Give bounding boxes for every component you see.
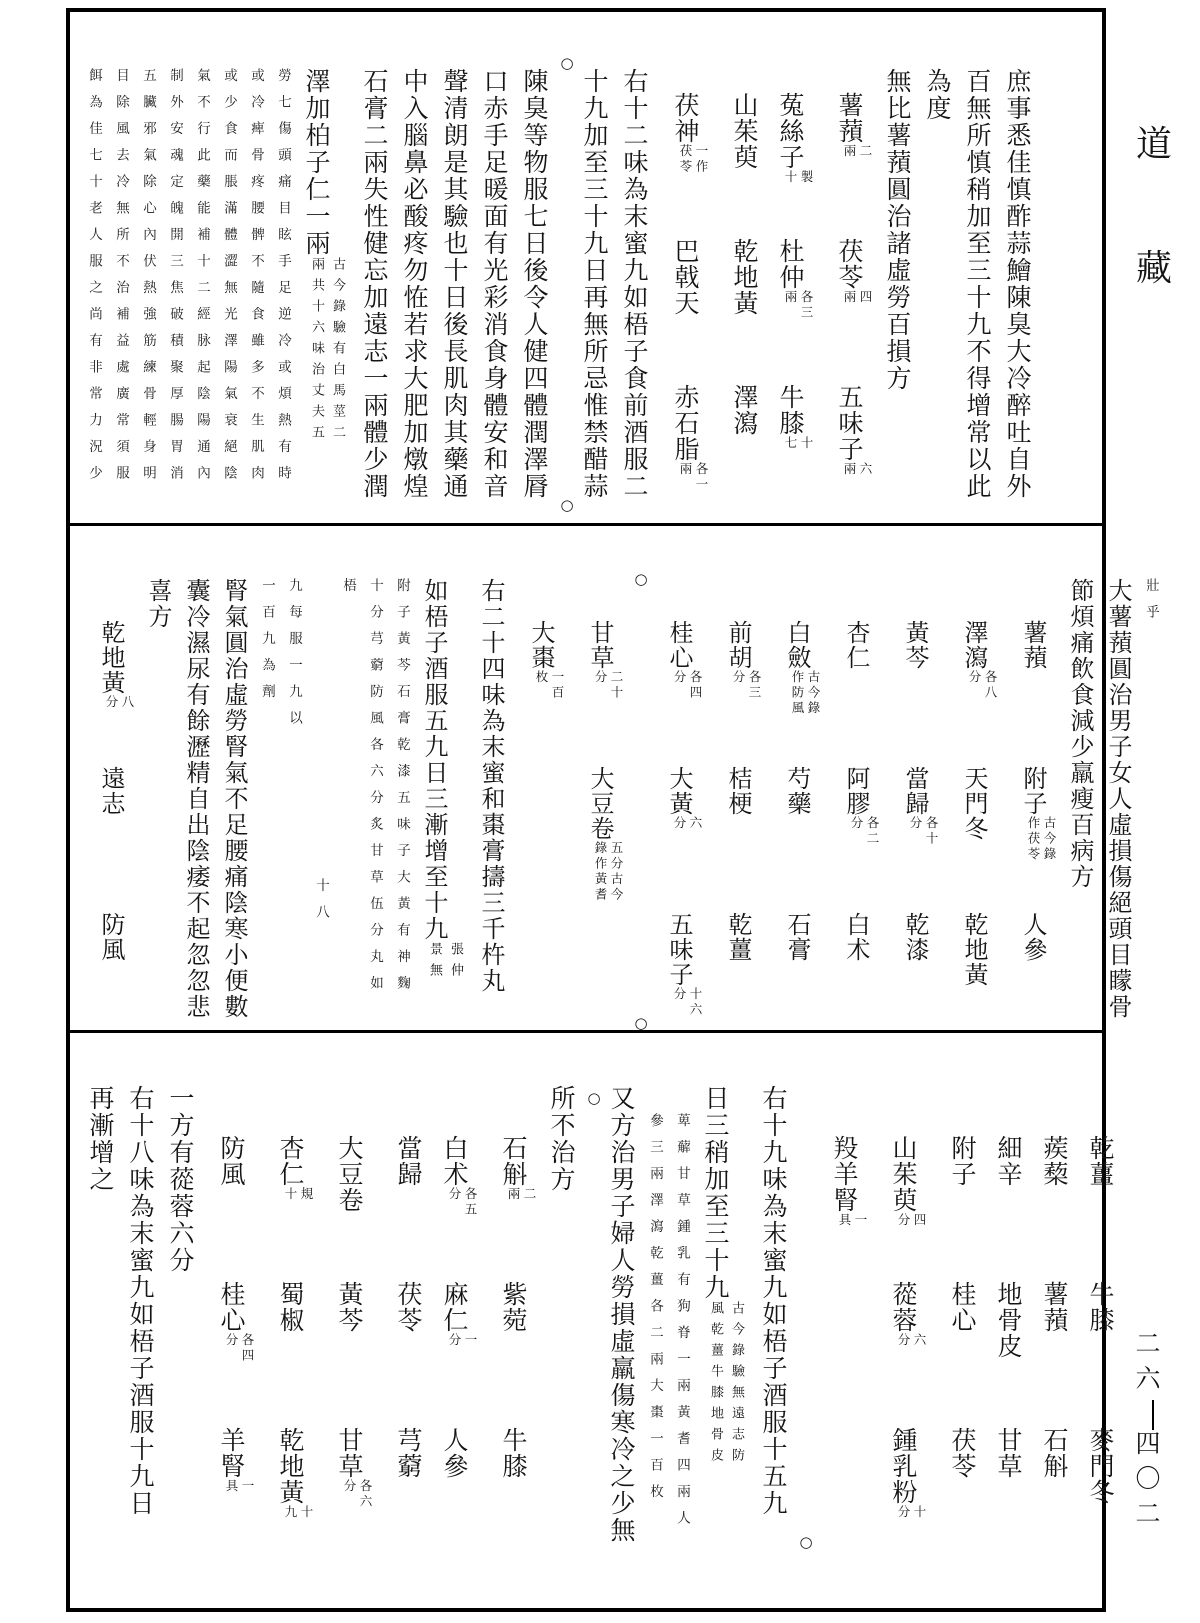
- drug-name: 大棗: [527, 620, 555, 670]
- commentary-column: 萆薢甘草鍾乳有狗脊一兩黃耆四兩人: [674, 1113, 690, 1537]
- drug-slot: [993, 1135, 1023, 1281]
- column-text: 腎氣圓治虛勞腎氣不足腰痛陰寒小便數: [220, 578, 248, 1020]
- text-column: [1061, 578, 1099, 1022]
- drug-slot: [900, 766, 943, 912]
- column-text: 十九加至三十九日再無所忌惟禁醋蒜: [580, 68, 609, 500]
- drug-name: 紫菀: [499, 1281, 528, 1333]
- section-separator-mark: ○: [632, 1014, 650, 1032]
- drug-slot: [585, 766, 628, 905]
- drug-name: 牛膝: [499, 1427, 528, 1479]
- drug-name: 巴戟天: [671, 238, 700, 316]
- drug-name: 甘草: [586, 620, 614, 670]
- drug-name: 杏仁: [276, 1135, 305, 1187]
- drug-name: 甘草: [994, 1427, 1023, 1479]
- drug-name: 山茱萸: [730, 92, 759, 170]
- text-column: [474, 68, 514, 513]
- drug-slot: [1018, 766, 1061, 912]
- drug-amount: 各二分: [849, 816, 880, 847]
- drug-column: [585, 578, 628, 1022]
- drug-name: 白术: [440, 1135, 469, 1187]
- drug-slot: [888, 1427, 931, 1521]
- drug-slot: [670, 238, 700, 384]
- drug-slot: [723, 912, 753, 962]
- text-column: [541, 1085, 581, 1594]
- drug-name: 當歸: [394, 1135, 423, 1187]
- drug-amount: 規十: [283, 1187, 314, 1203]
- text-column: [574, 68, 614, 513]
- column-annotation: 古今錄驗無遠志防風乾薑牛膝地骨皮: [708, 1301, 744, 1469]
- column-text: 如梧子酒服五九日三漸增至十九: [420, 578, 448, 942]
- drug-amount: 各四分: [224, 1333, 255, 1364]
- drug-column: [888, 1085, 931, 1594]
- drug-name: 甘草: [335, 1427, 364, 1479]
- commentary-column: 氣不行此藥能補十二經脉起陰陽通內: [194, 68, 210, 492]
- commentary-column: 十八: [313, 878, 329, 931]
- section-separator-mark: ○: [558, 54, 576, 72]
- text-column: [80, 1085, 120, 1594]
- text-column: [160, 1085, 200, 1594]
- text-column: [917, 68, 957, 513]
- drug-column: [947, 1085, 977, 1594]
- drug-name: 桔梗: [724, 766, 752, 816]
- text-column: [472, 578, 510, 1022]
- drug-slot: [900, 912, 930, 962]
- drug-name: 杏仁: [842, 620, 870, 670]
- drug-slot: [526, 620, 569, 702]
- drug-name: 蜀椒: [276, 1281, 305, 1333]
- drug-amount: 一百枚: [534, 670, 565, 701]
- section-3: [70, 1030, 1115, 1602]
- drug-column: [216, 1085, 259, 1594]
- drug-slot: [1085, 1427, 1115, 1505]
- drug-slot: [993, 1281, 1023, 1427]
- drug-amount: 一分: [447, 1333, 478, 1349]
- separator-column: [581, 1085, 601, 1594]
- drug-amount: 六兩: [842, 462, 873, 478]
- drug-slot: [993, 1427, 1023, 1479]
- drug-slot: [775, 384, 818, 452]
- drug-name: 白术: [842, 912, 870, 962]
- drug-name: 牛膝: [776, 384, 805, 436]
- drug-column: [729, 68, 759, 513]
- canon-label-zang: 藏: [1135, 248, 1172, 289]
- drug-column: [829, 1085, 872, 1594]
- drug-column: [664, 578, 707, 1022]
- section-separator-mark: ○: [632, 570, 650, 588]
- drug-slot: [723, 620, 766, 766]
- drug-name: 桂心: [948, 1281, 977, 1333]
- drug-slot: [216, 1427, 259, 1495]
- section-1-columns: [70, 12, 1105, 523]
- page-number-divider: [1152, 1400, 1154, 1430]
- drug-slot: [1039, 1427, 1069, 1479]
- drug-name: 大豆卷: [335, 1135, 364, 1213]
- page-number: [1128, 1330, 1164, 1590]
- column-text: 澤加柏子仁一兩: [302, 68, 331, 257]
- drug-name: 阿膠: [842, 766, 870, 816]
- drug-name: 石斛: [499, 1135, 528, 1187]
- column-text: 囊冷濕尿有餘瀝精自出陰痿不起忽忽悲: [182, 578, 210, 1020]
- drug-amount: 一具: [837, 1213, 868, 1229]
- column-text: 節煩痛飲食減少羸瘦百病方: [1066, 578, 1094, 890]
- column-text: 為度: [923, 68, 952, 122]
- drug-amount: 各三分: [731, 670, 762, 701]
- drug-slot: [1018, 620, 1048, 766]
- drug-slot: [841, 912, 871, 962]
- drug-column: [393, 1085, 423, 1594]
- drug-slot: [439, 1135, 482, 1281]
- commentary-column: 目除風去冷無所不治補益處廣常須服: [113, 68, 129, 492]
- drug-slot: [834, 238, 877, 384]
- drug-name: 乾地黃: [730, 238, 759, 316]
- drug-name: 澤瀉: [960, 620, 988, 670]
- drug-amount: 二兩: [506, 1187, 537, 1203]
- commentary-column: 勞七傷頭痛目眩手足逆冷或煩熱有時: [275, 68, 291, 492]
- drug-slot: [775, 92, 818, 238]
- drug-column: [526, 578, 569, 1022]
- drug-name: 羊腎: [217, 1427, 246, 1479]
- drug-slot: [1039, 1281, 1069, 1427]
- drug-slot: [96, 912, 126, 962]
- drug-slot: [723, 766, 753, 912]
- drug-slot: [775, 238, 818, 384]
- drug-slot: [670, 384, 713, 494]
- drug-slot: [888, 1281, 931, 1427]
- drug-name: 麻仁: [440, 1281, 469, 1333]
- drug-amount: 十分: [896, 1505, 927, 1521]
- section-separator-mark: ○: [797, 1533, 815, 1551]
- drug-name: 蓯蓉: [889, 1281, 918, 1333]
- drug-slot: [664, 912, 707, 1019]
- drug-amount: 二十分: [593, 670, 624, 701]
- drug-name: 蒺蔾: [1040, 1135, 1069, 1187]
- drug-slot: [834, 92, 877, 238]
- column-text: 陳臭等物服七日後令人健四體潤澤脣: [520, 68, 549, 500]
- drug-amount: 八分: [104, 695, 135, 711]
- drug-amount: 五分古今錄作黃耆: [593, 841, 624, 903]
- drug-amount: 二兩: [842, 144, 873, 160]
- commentary-column: 壯乎: [1143, 578, 1159, 631]
- drug-name: 芍藥: [783, 766, 811, 816]
- drug-slot: [1039, 1135, 1069, 1281]
- drug-amount: 古今錄作茯苓: [1026, 816, 1057, 863]
- drug-name: 五味子: [835, 384, 864, 462]
- drug-slot: [947, 1281, 977, 1427]
- drug-slot: [498, 1427, 528, 1479]
- text-column: [120, 1085, 160, 1594]
- drug-name: 羖羊腎: [830, 1135, 859, 1213]
- drug-name: 茯神: [671, 92, 700, 144]
- column-text: 石膏二兩失性健忘加遠志一兩體少潤: [360, 68, 389, 500]
- drug-slot: [959, 766, 989, 912]
- drug-amount: 古今錄作防風: [790, 670, 821, 717]
- drug-name: 大黃: [665, 766, 693, 816]
- drug-column: [723, 578, 766, 1022]
- drug-name: 澤瀉: [730, 384, 759, 436]
- drug-name: 大豆卷: [586, 766, 614, 841]
- column-annotation: 古今錄驗有白馬莖二兩共十六味治丈夫五: [309, 257, 345, 446]
- drug-slot: [947, 1135, 977, 1281]
- drug-amount: 各八分: [967, 670, 998, 701]
- commentary-column: 或冷痺骨疼腰髀不隨食雖多不生肌肉: [248, 68, 264, 492]
- drug-amount: 四兩: [842, 290, 873, 306]
- drug-amount: 一具: [224, 1479, 255, 1495]
- drug-name: 當歸: [901, 766, 929, 816]
- column-text: 日三稍加至三十九: [701, 1085, 730, 1301]
- commentary-column: 或少食而脹滿體澀無光澤陽氣衰絕陰: [221, 68, 237, 492]
- text-column: [614, 68, 654, 513]
- separator-column: [628, 570, 650, 1032]
- column-text: 無比薯蕷圓治諸虛勞百損方: [883, 68, 912, 392]
- column-text: 一方有蓯蓉六分: [166, 1085, 195, 1274]
- drug-slot: [334, 1427, 377, 1511]
- drug-name: 芎藭: [394, 1427, 423, 1479]
- drug-amount: 十九: [283, 1505, 314, 1521]
- section-1: [70, 12, 1102, 523]
- commentary-column: 五臟邪氣除心內伏熱強筋練骨輕身明: [140, 68, 156, 492]
- drug-slot: [959, 620, 1002, 766]
- drug-amount: 六分: [672, 816, 703, 832]
- drug-amount: 各六分: [342, 1479, 373, 1510]
- commentary-column: 十分芎藭防風各六分炙甘草伍分丸如梧: [340, 578, 383, 1002]
- drug-slot: [1085, 1135, 1115, 1281]
- drug-name: 茯苓: [835, 238, 864, 290]
- drug-slot: [782, 766, 812, 912]
- drug-slot: [439, 1281, 482, 1427]
- drug-amount: 六分: [896, 1333, 927, 1349]
- text-column: [139, 578, 177, 1022]
- drug-name: 遠志: [97, 766, 125, 816]
- drug-name: 麥門冬: [1086, 1427, 1115, 1505]
- text-column: [354, 68, 394, 513]
- column-text: 右十二味為末蜜九如梧子食前酒服二: [620, 68, 649, 500]
- page-number-value: 四〇二: [1132, 1430, 1161, 1535]
- commentary-column: 九每服一九以: [286, 578, 302, 737]
- drug-slot: [498, 1135, 541, 1281]
- column-text: 再漸增之: [86, 1085, 115, 1193]
- column-text: 喜方: [144, 578, 172, 630]
- commentary-column: 餌為佳七十老人服之尚有非常力況少: [86, 68, 102, 492]
- drug-slot: [947, 1427, 977, 1479]
- drug-slot: [334, 1281, 364, 1427]
- section-2: [70, 523, 1159, 1032]
- drug-column: [782, 578, 825, 1022]
- drug-slot: [393, 1135, 423, 1281]
- drug-slot: [585, 620, 628, 766]
- column-text: 庶事悉佳慎酢蒜鱠陳臭大冷醉吐自外: [1003, 68, 1032, 500]
- column-text: 大薯蕷圓治男子女人虛損傷絕頭目矇骨: [1104, 578, 1132, 1020]
- commentary-column: 附子黃芩石膏乾漆五味子大黃有神麴: [394, 578, 410, 1002]
- column-text: 中入腦鼻必酸疼勿恠若求大肥加燉煌: [400, 68, 429, 500]
- drug-slot: [96, 766, 126, 912]
- separator-column: [554, 54, 576, 514]
- drug-amount: 各三兩: [783, 290, 814, 321]
- drug-column: [275, 1085, 318, 1594]
- drug-slot: [888, 1135, 931, 1281]
- volume-number: 二六: [1132, 1330, 1161, 1400]
- drug-name: 前胡: [724, 620, 752, 670]
- drug-amount: 一作茯苓: [678, 144, 709, 175]
- drug-name: 石斛: [1040, 1427, 1069, 1479]
- drug-name: 赤石脂: [671, 384, 700, 462]
- drug-name: 白斂: [783, 620, 811, 670]
- drug-slot: [729, 238, 759, 384]
- drug-column: [1018, 578, 1061, 1022]
- drug-name: 五味子: [665, 912, 693, 987]
- drug-name: 石膏: [783, 912, 811, 962]
- drug-column: [775, 68, 818, 513]
- section-separator-mark: ○: [585, 1089, 603, 1107]
- drug-name: 菟絲子: [776, 92, 805, 170]
- drug-name: 附子: [1019, 766, 1047, 816]
- drug-column: [334, 1085, 377, 1594]
- drug-name: 薯蕷: [835, 92, 864, 144]
- drug-amount: 各一兩: [678, 462, 709, 493]
- text-column: [177, 578, 215, 1022]
- drug-column: [959, 578, 1002, 1022]
- drug-name: 黃芩: [335, 1281, 364, 1333]
- text-column: [514, 68, 554, 513]
- section-2-columns: [70, 526, 1200, 1030]
- drug-column: [834, 68, 877, 513]
- commentary-column: 一百九為劑: [259, 578, 275, 711]
- drug-slot: [439, 1427, 469, 1479]
- drug-name: 桂心: [665, 620, 693, 670]
- drug-column: [439, 1085, 482, 1594]
- drug-name: 牛膝: [1086, 1281, 1115, 1333]
- drug-slot: [216, 1135, 246, 1281]
- column-annotation: 張仲景無: [427, 942, 463, 984]
- drug-slot: [498, 1281, 528, 1427]
- drug-slot: [275, 1427, 318, 1521]
- drug-name: 人參: [1019, 912, 1047, 962]
- drug-slot: [782, 620, 825, 766]
- drug-slot: [393, 1281, 423, 1427]
- text-column: [695, 1085, 753, 1594]
- drug-name: 乾薑: [1086, 1135, 1115, 1187]
- column-text: 聲清朗是其驗也十日後長肌肉其藥通: [440, 68, 469, 500]
- text-column: [415, 578, 472, 1022]
- drug-name: 鍾乳粉: [889, 1427, 918, 1505]
- drug-slot: [1018, 912, 1048, 962]
- drug-name: 杜仲: [776, 238, 805, 290]
- drug-name: 人參: [440, 1427, 469, 1479]
- drug-amount: 四分: [896, 1213, 927, 1229]
- drug-name: 茯苓: [394, 1281, 423, 1333]
- drug-slot: [275, 1135, 318, 1281]
- column-text: 口赤手足暖面有光彩消食身體安和音: [480, 68, 509, 500]
- drug-amount: 製十: [783, 170, 814, 186]
- drug-slot: [900, 620, 930, 766]
- drug-slot: [959, 912, 989, 987]
- drug-name: 乾薑: [724, 912, 752, 962]
- text-column: [1099, 578, 1137, 1022]
- drug-name: 天門冬: [960, 766, 988, 841]
- drug-column: [900, 578, 943, 1022]
- drug-amount: 十六分: [672, 987, 703, 1018]
- drug-name: 乾地黃: [97, 620, 125, 695]
- drug-column: [1085, 1085, 1115, 1594]
- column-text: 所不治方: [547, 1085, 576, 1193]
- text-column: [394, 68, 434, 513]
- drug-slot: [275, 1281, 305, 1427]
- text-column: [957, 68, 997, 513]
- text-column: [601, 1085, 641, 1594]
- drug-amount: 十七: [783, 436, 814, 452]
- drug-name: 細辛: [994, 1135, 1023, 1187]
- drug-slot: [393, 1427, 423, 1479]
- column-text: 右十八味為末蜜九如梧子酒服十九日: [126, 1085, 155, 1517]
- drug-name: 茯苓: [948, 1427, 977, 1479]
- column-text: 右十九味為末蜜九如梧子酒服十五九: [759, 1085, 788, 1517]
- drug-column: [96, 578, 139, 1022]
- drug-name: 防風: [217, 1135, 246, 1187]
- drug-slot: [841, 766, 884, 912]
- drug-name: 附子: [948, 1135, 977, 1187]
- text-column: [215, 578, 253, 1022]
- drug-column: [670, 68, 713, 513]
- commentary-column: 制外安魂定魄開三焦破積聚厚腸胃消: [167, 68, 183, 492]
- drug-column: [993, 1085, 1023, 1594]
- drug-name: 薯蕷: [1040, 1281, 1069, 1333]
- text-column: [296, 68, 354, 513]
- drug-name: 乾地黃: [276, 1427, 305, 1505]
- drug-slot: [664, 620, 707, 766]
- drug-name: 防風: [97, 912, 125, 962]
- drug-name: 乾地黃: [960, 912, 988, 987]
- text-column: [753, 1085, 793, 1594]
- column-text: 百無所慎稍加至三十九不得增常以此: [963, 68, 992, 500]
- drug-slot: [1085, 1281, 1115, 1427]
- drug-slot: [334, 1135, 364, 1281]
- drug-slot: [664, 766, 707, 912]
- canon-label-dao: 道: [1135, 124, 1172, 165]
- commentary-column: 參三兩澤瀉乾薑各二兩大棗一百枚: [647, 1113, 663, 1511]
- drug-amount: 各四分: [672, 670, 703, 701]
- drug-slot: [834, 384, 877, 478]
- drug-amount: 各五分: [447, 1187, 478, 1218]
- drug-slot: [841, 620, 871, 766]
- separator-column: [793, 1085, 813, 1594]
- column-text: 又方治男子婦人勞損虛羸傷寒冷之少無: [607, 1085, 636, 1544]
- drug-slot: [96, 620, 139, 766]
- drug-slot: [670, 92, 713, 238]
- text-column: [434, 68, 474, 513]
- text-column: [877, 68, 917, 513]
- column-text: 右二十四味為末蜜和棗膏擣三千杵丸: [477, 578, 505, 994]
- drug-name: 薯蕷: [1019, 620, 1047, 670]
- drug-name: 桂心: [217, 1281, 246, 1333]
- drug-slot: [729, 92, 759, 238]
- drug-slot: [829, 1135, 872, 1229]
- section-separator-mark: ○: [558, 496, 576, 514]
- drug-slot: [216, 1281, 259, 1427]
- drug-name: 乾漆: [901, 912, 929, 962]
- section-3-columns: [70, 1033, 1147, 1602]
- drug-name: 黃芩: [901, 620, 929, 670]
- drug-column: [1039, 1085, 1069, 1594]
- drug-name: 山茱萸: [889, 1135, 918, 1213]
- drug-name: 地骨皮: [994, 1281, 1023, 1359]
- drug-column: [498, 1085, 541, 1594]
- drug-slot: [729, 384, 759, 436]
- drug-column: [841, 578, 884, 1022]
- text-column: [997, 68, 1037, 513]
- drug-slot: [782, 912, 812, 962]
- drug-amount: 各十分: [908, 816, 939, 847]
